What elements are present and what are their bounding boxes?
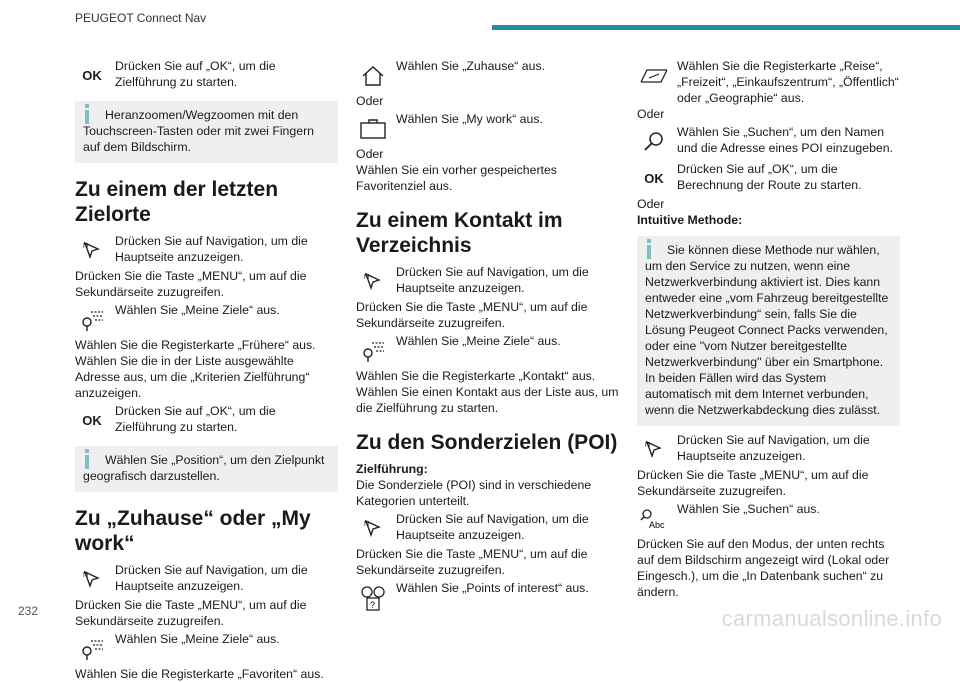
navigation-icon: [75, 234, 109, 268]
paragraph: Wählen Sie die in der Liste ausgewählte Adresse aus, um die „Kriterien Zielführung“ anzuzeigen.: [75, 354, 310, 400]
paragraph: Die Sonderziele (POI) sind in verschiedene Kategorien unterteilt.: [356, 478, 592, 508]
navigation-icon: [75, 563, 109, 597]
paragraph: Drücken Sie die Taste „MENU“, um auf die Sekundärseite zuzugreifen.: [356, 547, 588, 577]
paragraph: Wählen Sie die Registerkarte „Favoriten“ aus.: [75, 667, 324, 681]
info-icon: [85, 455, 89, 469]
ok-button-icon: OK: [644, 171, 664, 186]
column-2: [356, 56, 619, 615]
watermark: carmanualsonline.info: [721, 606, 942, 631]
step: [637, 501, 900, 536]
info-icon: [647, 245, 651, 259]
step-text: Wählen Sie „Suchen“, um den Namen und die Adresse eines POI einzugeben.: [677, 125, 894, 155]
info-note: [637, 236, 900, 426]
svg-text:N: N: [83, 243, 89, 250]
step-text: Drücken Sie auf „OK“, um die Berechnung der Route zu starten.: [677, 162, 862, 192]
note-text: Wählen Sie „Position“, um den Zielpunkt geografisch darzustellen.: [83, 453, 325, 483]
step: [75, 302, 338, 337]
step-text: Wählen Sie „My work“ aus.: [396, 112, 543, 126]
briefcase-icon: [356, 112, 390, 146]
step: [356, 580, 619, 615]
section-heading: Zu „Zuhause“ oder „My work“: [75, 507, 311, 555]
step: [75, 233, 338, 268]
section-heading: Zu einem Kontakt im Verzeichnis: [356, 209, 563, 257]
step-text: Drücken Sie auf Navigation, um die Hauptseite anzuzeigen.: [115, 234, 308, 264]
search-icon: [637, 125, 671, 159]
paragraph: Wählen Sie ein vorher gespeichertes Favoritenziel aus.: [356, 163, 557, 193]
svg-text:N: N: [364, 521, 370, 528]
paragraph: Drücken Sie die Taste „MENU“, um auf die Sekundärseite zuzugreifen.: [356, 300, 588, 330]
step-text: Drücken Sie auf „OK“, um die Zielführung zu starten.: [115, 59, 276, 89]
column-3: [637, 56, 900, 600]
oder-label: Oder: [637, 107, 665, 121]
section-heading: Zu den Sonderzielen (POI): [356, 431, 618, 454]
step-text: Drücken Sie auf „OK“, um die Zielführung zu starten.: [115, 404, 276, 434]
ok-button-icon: OK: [82, 68, 102, 83]
points-of-interest-icon: [356, 581, 390, 615]
paragraph: Wählen Sie die Registerkarte „Kontakt“ aus.: [356, 369, 596, 383]
oder-label: Oder: [637, 197, 665, 211]
my-destinations-icon: [75, 632, 109, 666]
step: [75, 403, 338, 438]
search-text-icon: [637, 502, 671, 536]
info-icon: [85, 110, 89, 124]
step: [356, 58, 619, 93]
navigation-icon: [356, 265, 390, 299]
step-text: Drücken Sie auf Navigation, um die Hauptseite anzuzeigen.: [115, 563, 308, 593]
subheading: Intuitive Methode:: [637, 213, 743, 227]
svg-text:N: N: [645, 442, 651, 449]
step-text: Wählen Sie „Zuhause“ aus.: [396, 59, 546, 73]
home-icon: [356, 59, 390, 93]
categories-tab-icon: [637, 59, 671, 93]
step-text: Wählen Sie „Meine Ziele“ aus.: [115, 632, 280, 646]
step: [75, 58, 338, 93]
step: [75, 562, 338, 597]
navigation-icon: [356, 512, 390, 546]
step-text: Wählen Sie „Meine Ziele“ aus.: [115, 303, 280, 317]
section-heading: Zu einem der letzten Zielorte: [75, 178, 279, 226]
info-note: [75, 101, 338, 163]
step-text: Wählen Sie die Registerkarte „Reise“, „Freizeit“, „Einkaufszentrum“, „Öffentlich“ oder „Geographie“ aus.: [677, 59, 899, 105]
step-text: Wählen Sie „Meine Ziele“ aus.: [396, 334, 561, 348]
paragraph: Drücken Sie die Taste „MENU“, um auf die Sekundärseite zuzugreifen.: [75, 598, 307, 628]
ok-button-icon: OK: [82, 413, 102, 428]
note-text: Sie können diese Methode nur wählen, um den Service zu nutzen, wenn eine Netzwerkverbindung aktiviert ist. Dies kann entweder eine „vom Fahrzeug bereitgestellte Netzwerkverbindung“ sein, falls Sie die Lösung Peugeot Connect Packs verwenden, oder eine "vom Nutzer bereitgestellte Netzwerkverbindung" über ein Smartphone. In beiden Fällen wird das System automatisch mit dem Internet verbunden, wenn die Netzwerkabdeckung dies zulässt.: [645, 243, 889, 417]
running-header: PEUGEOT Connect Nav: [75, 11, 207, 25]
step-text: Wählen Sie „Suchen“ aus.: [677, 502, 820, 516]
step-text: Drücken Sie auf Navigation, um die Hauptseite anzuzeigen.: [396, 265, 589, 295]
my-destinations-icon: [356, 334, 390, 368]
step: [637, 58, 900, 106]
svg-text:?: ?: [370, 600, 376, 610]
svg-text:N: N: [83, 572, 89, 579]
step-text: Wählen Sie „Points of interest“ aus.: [396, 581, 589, 595]
my-destinations-icon: [75, 303, 109, 337]
step: [75, 631, 338, 666]
paragraph: Drücken Sie die Taste „MENU“, um auf die Sekundärseite zuzugreifen.: [637, 468, 869, 498]
paragraph: Wählen Sie die Registerkarte „Frühere“ aus.: [75, 338, 316, 352]
step: [356, 111, 619, 146]
step-text: Drücken Sie auf Navigation, um die Hauptseite anzuzeigen.: [677, 433, 870, 463]
step: [356, 264, 619, 299]
step: [637, 161, 900, 196]
step: [637, 124, 900, 159]
page-number: 232: [18, 604, 39, 618]
step-text: Drücken Sie auf Navigation, um die Hauptseite anzuzeigen.: [396, 512, 589, 542]
svg-text:N: N: [364, 274, 370, 281]
step: [356, 333, 619, 368]
abc-label: Abc: [649, 520, 665, 530]
info-note: [75, 446, 338, 492]
step: [356, 511, 619, 546]
step: [637, 432, 900, 467]
navigation-icon: [637, 433, 671, 467]
column-1: [75, 56, 338, 682]
oder-label: Oder: [356, 94, 384, 108]
note-text: Heranzoomen/Wegzoomen mit den Touchscreen-Tasten oder mit zwei Fingern auf dem Bildschirm.: [83, 108, 315, 154]
subheading: Zielführung:: [356, 462, 428, 476]
header-accent-bar: [492, 25, 960, 30]
paragraph: Drücken Sie die Taste „MENU“, um auf die Sekundärseite zuzugreifen.: [75, 269, 307, 299]
paragraph: Wählen Sie einen Kontakt aus der Liste aus, um die Zielführung zu starten.: [356, 385, 619, 415]
oder-label: Oder: [356, 147, 384, 161]
paragraph: Drücken Sie auf den Modus, der unten rechts auf dem Bildschirm angezeigt wird (Lokal oder Eingesch.), um die „In Datenbank suchen“ zu ändern.: [637, 537, 890, 599]
